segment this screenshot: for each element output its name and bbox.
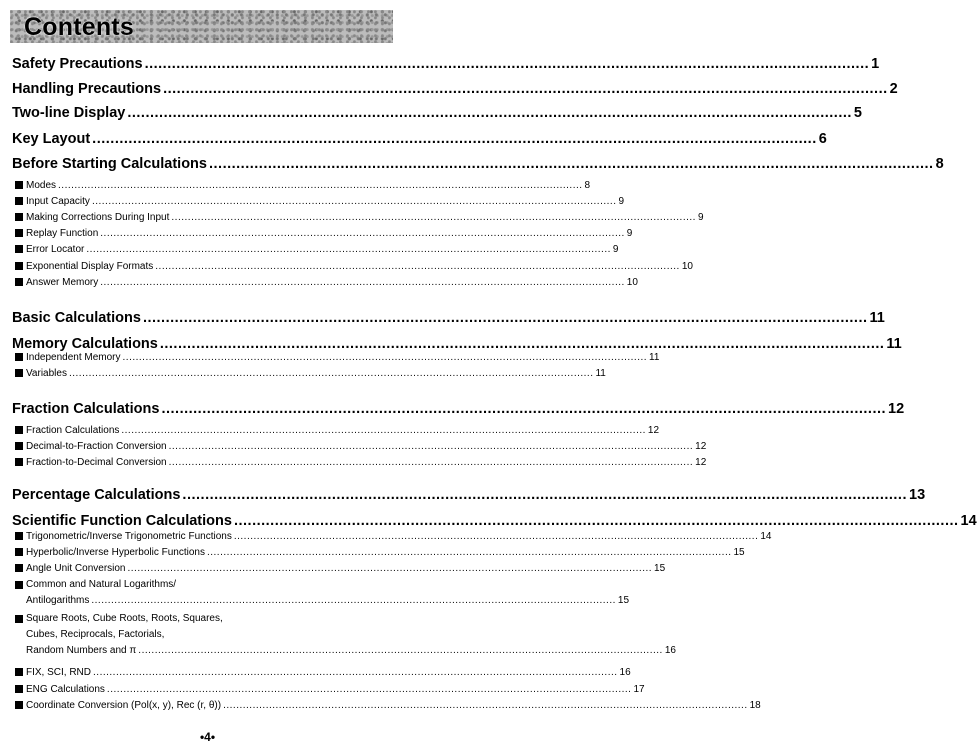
toc-section [12, 336, 902, 352]
toc-entry-title: Answer Memory [12, 278, 98, 288]
toc-entry-page: 11 [869, 310, 885, 326]
toc-section [12, 156, 944, 172]
toc-entry-page: 12 [695, 441, 707, 452]
toc-entry-line: Square Roots, Cube Roots, Roots, Squares, [26, 613, 223, 624]
toc-entry-page: 13 [909, 487, 926, 503]
toc-leader-dots: ................................................................................................................................................................ [138, 645, 663, 656]
toc-entry-page: 16 [619, 667, 631, 678]
toc-entry-title: Key Layout [12, 131, 91, 147]
toc-section [12, 105, 862, 121]
toc-entry-page: 15 [733, 547, 745, 558]
toc-subsection [12, 277, 638, 288]
toc-section [12, 81, 898, 97]
toc-entry-title: Independent Memory [12, 353, 121, 363]
toc-entry-title: Antilogarithms [26, 595, 90, 606]
page-number: •4• [199, 730, 216, 744]
toc-entry-page: 12 [695, 457, 707, 468]
toc-leader-dots: ................................................................................................................................................................ [233, 531, 759, 542]
toc-entry-page: 15 [654, 563, 666, 574]
toc-entry-page: 10 [681, 261, 693, 272]
toc-leader-dots: ................................................................................................................................................................ [100, 277, 625, 288]
toc-entry-page: 9 [697, 212, 704, 223]
toc-subsection [12, 667, 631, 678]
toc-entry-page: 8 [584, 180, 591, 191]
toc-entry-title: Hyperbolic/Inverse Hyperbolic Functions [12, 548, 205, 558]
toc-entry-title: Error Locator [12, 245, 84, 255]
toc-subsection [12, 425, 660, 436]
toc-subsection [12, 441, 707, 452]
toc-leader-dots: ................................................................................................................................................................ [168, 457, 694, 468]
toc-section [12, 310, 885, 326]
toc-leader-dots: ................................................................................................................................................................ [155, 261, 680, 272]
toc-entry-page: 6 [818, 131, 827, 147]
toc-section [12, 513, 977, 529]
toc-leader-dots: ................................................................................................................................................................ [68, 368, 594, 379]
toc-leader-dots: ................................................................................................................................................................ [223, 700, 748, 711]
toc-leader-dots: ................................................................................................................................................................ [106, 684, 632, 695]
toc-section [12, 401, 905, 417]
toc-entry-title: Variables [12, 369, 67, 379]
toc-entry-title: Fraction Calculations [12, 401, 160, 417]
toc-subsection [12, 352, 660, 363]
toc-subsection [12, 196, 625, 207]
toc-entry-title: FIX, SCI, RND [12, 668, 91, 678]
page-title: Contents [24, 13, 134, 41]
toc-entry-title: Handling Precautions [12, 81, 162, 97]
toc-subsection [12, 261, 693, 272]
toc-entry-title: Percentage Calculations [12, 487, 181, 503]
toc-leader-dots: ................................................................................................................................................................ [91, 595, 616, 606]
toc-entry-title: Angle Unit Conversion [12, 564, 126, 574]
toc-subsection [12, 244, 619, 255]
toc-entry-page: 11 [595, 368, 606, 379]
toc-leader-dots: ................................................................................................................................................................ [208, 156, 934, 172]
toc-leader-dots: ................................................................................................................................................................ [93, 667, 618, 678]
toc-subsection [12, 531, 772, 542]
toc-leader-dots: ................................................................................................................................................................ [86, 244, 611, 255]
toc-subsection [12, 547, 745, 558]
toc-subsection [12, 684, 645, 695]
toc-leader-dots: ................................................................................................................................................................ [92, 131, 817, 147]
toc-entry-title: Trigonometric/Inverse Trigonometric Functions [12, 532, 232, 542]
toc-leader-dots: ................................................................................................................................................................ [144, 56, 870, 72]
toc-entry-page: 12 [647, 425, 660, 436]
toc-entry-page: 9 [626, 228, 633, 239]
toc-entry-title: Decimal-to-Fraction Conversion [12, 442, 167, 452]
toc-entry-title: Memory Calculations [12, 336, 158, 352]
toc-entry-page: 9 [612, 244, 619, 255]
toc-subsection [12, 700, 761, 711]
toc-entry-title: Basic Calculations [12, 310, 141, 326]
toc-entry-title: Coordinate Conversion (Pol(x, y), Rec (r, θ)) [12, 701, 221, 711]
toc-section [12, 56, 880, 72]
toc-entry-title: Making Corrections During Input [12, 213, 169, 223]
toc-subsection [12, 563, 666, 574]
toc-entry-title: Before Starting Calculations [12, 156, 207, 172]
toc-entry-title: Fraction-to-Decimal Conversion [12, 458, 167, 468]
toc-section [12, 131, 827, 147]
bullet-square-icon [15, 581, 23, 589]
toc-entry-page: 17 [633, 684, 645, 695]
toc-leader-dots: ................................................................................................................................................................ [182, 487, 907, 503]
toc-leader-dots: ................................................................................................................................................................ [91, 196, 617, 207]
toc-entry-page: 5 [853, 105, 862, 121]
toc-leader-dots: ................................................................................................................................................................ [142, 310, 868, 326]
toc-leader-dots: ................................................................................................................................................................ [159, 336, 885, 352]
toc-subsection [12, 212, 704, 223]
toc-entry-page: 15 [617, 595, 630, 606]
toc-entry-page: 12 [888, 401, 905, 417]
toc-entry-page: 1 [871, 56, 880, 72]
toc-entry-title: Safety Precautions [12, 56, 143, 72]
toc-leader-dots: ................................................................................................................................................................ [127, 563, 653, 574]
toc-entry [26, 645, 676, 656]
toc-entry-page: 9 [618, 196, 625, 207]
toc-leader-dots: ................................................................................................................................................................ [171, 212, 696, 223]
toc-entry-title: Two-line Display [12, 105, 126, 121]
toc-leader-dots: ................................................................................................................................................................ [127, 105, 852, 121]
toc-entry-page: 18 [749, 700, 761, 711]
toc-entry-title: Scientific Function Calculations [12, 513, 232, 529]
toc-entry-title: Modes [12, 181, 56, 191]
toc-subsection [12, 228, 633, 239]
toc-leader-dots: ................................................................................................................................................................ [163, 81, 888, 97]
toc-entry-title: Input Capacity [12, 197, 90, 207]
toc-entry-page: 14 [960, 513, 977, 529]
toc-leader-dots: ................................................................................................................................................................ [206, 547, 732, 558]
toc-entry-page: 14 [760, 531, 772, 542]
toc-entry-title: Random Numbers and π [26, 645, 137, 656]
toc-leader-dots: ................................................................................................................................................................ [122, 352, 648, 363]
toc-entry-page: 11 [886, 336, 902, 352]
toc-entry-title: ENG Calculations [12, 685, 105, 695]
toc-leader-dots: ................................................................................................................................................................ [161, 401, 887, 417]
toc-entry-line: Common and Natural Logarithms/ [26, 579, 177, 590]
toc-entry-page: 16 [664, 645, 676, 656]
toc-entry-title: Exponential Display Formats [12, 262, 153, 272]
toc-entry-page: 10 [626, 277, 638, 288]
toc-leader-dots: ................................................................................................................................................................ [168, 441, 694, 452]
toc-leader-dots: ................................................................................................................................................................ [121, 425, 646, 436]
toc-entry-line: Cubes, Reciprocals, Factorials, [26, 629, 165, 640]
toc-leader-dots: ................................................................................................................................................................ [100, 228, 625, 239]
toc-section [12, 487, 926, 503]
toc-entry-page: 2 [889, 81, 898, 97]
toc-entry-page: 8 [935, 156, 944, 172]
toc-entry [26, 595, 630, 606]
toc-subsection [12, 368, 606, 379]
toc-entry-page: 11 [649, 352, 660, 363]
toc-leader-dots: ................................................................................................................................................................ [58, 180, 583, 191]
toc-entry-title: Replay Function [12, 229, 98, 239]
bullet-square-icon [15, 615, 23, 623]
toc-entry-title: Fraction Calculations [12, 426, 119, 436]
toc-leader-dots: ................................................................................................................................................................ [233, 513, 959, 529]
toc-subsection [12, 457, 707, 468]
toc-subsection [12, 180, 591, 191]
